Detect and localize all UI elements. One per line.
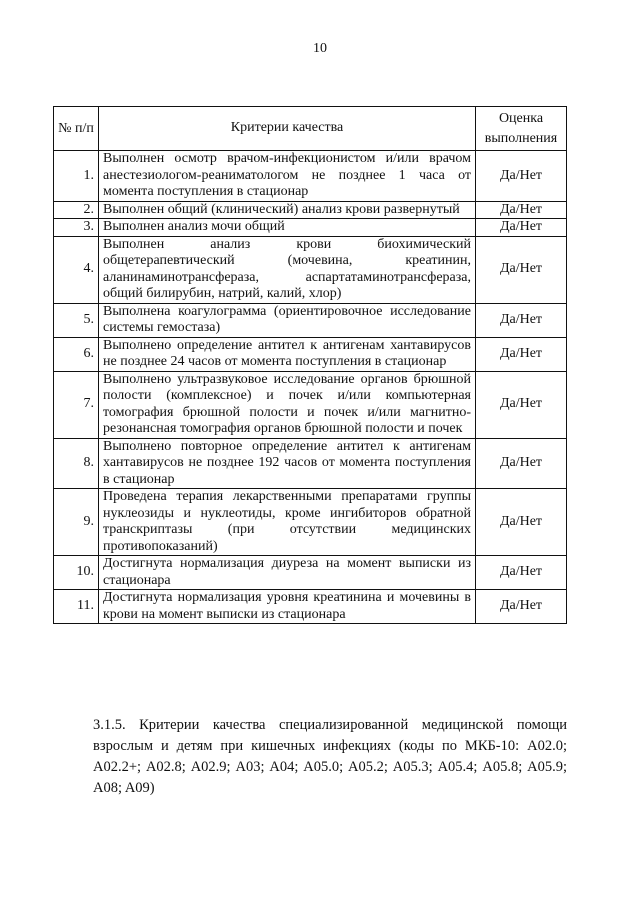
row-number: 7. — [54, 371, 99, 438]
row-number: 9. — [54, 489, 99, 556]
row-number: 8. — [54, 438, 99, 489]
table-row — [54, 371, 567, 438]
table-row — [54, 438, 567, 489]
table-row — [54, 590, 567, 624]
header-number: № п/п — [54, 107, 99, 151]
header-score: Оценка выполнения — [476, 107, 567, 151]
row-criterion: Выполнен анализ мочи общий — [99, 219, 476, 237]
quality-criteria-table — [53, 106, 567, 624]
table-row — [54, 151, 567, 202]
table-row — [54, 303, 567, 337]
table-row — [54, 201, 567, 219]
row-criterion: Выполнено повторное определение антител к антигенам хантавирусов не позднее 192 часов от момента поступления в стационар — [99, 438, 476, 489]
row-number: 10. — [54, 556, 99, 590]
table-row — [54, 556, 567, 590]
row-number: 2. — [54, 201, 99, 219]
row-criterion: Выполнен осмотр врачом-инфекционистом и/или врачом анестезиологом-реаниматологом не позднее 1 часа от момента поступления в стационар — [99, 151, 476, 202]
row-criterion: Выполнено определение антител к антигенам хантавирусов не позднее 24 часов от момента поступления в стационар — [99, 337, 476, 371]
row-criterion: Достигнута нормализация уровня креатинина и мочевины в крови на момент выписки из стационара — [99, 590, 476, 624]
row-score: Да/Нет — [476, 556, 567, 590]
row-number: 1. — [54, 151, 99, 202]
table-row — [54, 337, 567, 371]
section-3-1-5-heading: 3.1.5. Критерии качества специализированной медицинской помощи взрослым и детям при кишечных инфекциях (коды по МКБ-10: A02.0; A02.2+; A02.8; A02.9; A03; A04; A05.0; A05.2; A05.3; A05.4; A05.8; A05.9; A08; A09) — [93, 717, 567, 796]
row-score: Да/Нет — [476, 151, 567, 202]
row-score: Да/Нет — [476, 489, 567, 556]
row-number: 4. — [54, 236, 99, 303]
row-score: Да/Нет — [476, 438, 567, 489]
row-score: Да/Нет — [476, 337, 567, 371]
table-row — [54, 219, 567, 237]
table-row — [54, 236, 567, 303]
row-number: 6. — [54, 337, 99, 371]
row-criterion: Выполнено ультразвуковое исследование органов брюшной полости (комплексное) и почек и/или компьютерная томография брюшной полости и почек и/или магнитно-резонансная томография органов брюшной полости и почек — [99, 371, 476, 438]
row-number: 5. — [54, 303, 99, 337]
row-score: Да/Нет — [476, 219, 567, 237]
row-score: Да/Нет — [476, 303, 567, 337]
row-score: Да/Нет — [476, 590, 567, 624]
row-score: Да/Нет — [476, 371, 567, 438]
row-score: Да/Нет — [476, 201, 567, 219]
table-row — [54, 489, 567, 556]
row-criterion: Достигнута нормализация диуреза на момент выписки из стационара — [99, 556, 476, 590]
page-number: 10 — [313, 41, 327, 56]
row-criterion: Выполнен общий (клинический) анализ крови развернутый — [99, 201, 476, 219]
row-criterion: Выполнена коагулограмма (ориентировочное исследование системы гемостаза) — [99, 303, 476, 337]
row-criterion: Проведена терапия лекарственными препаратами группы нуклеозиды и нуклеотиды, кроме ингибиторов обратной транскриптазы (при отсутствии медицинских противопоказаний) — [99, 489, 476, 556]
row-score: Да/Нет — [476, 236, 567, 303]
header-criteria: Критерии качества — [99, 107, 476, 151]
row-number: 3. — [54, 219, 99, 237]
table-header-row — [54, 107, 567, 151]
row-number: 11. — [54, 590, 99, 624]
row-criterion: Выполнен анализ крови биохимический общетерапевтический (мочевина, креатинин, аланинаминотрансфераза, аспартатаминотрансфераза, общий билирубин, натрий, калий, хлор) — [99, 236, 476, 303]
